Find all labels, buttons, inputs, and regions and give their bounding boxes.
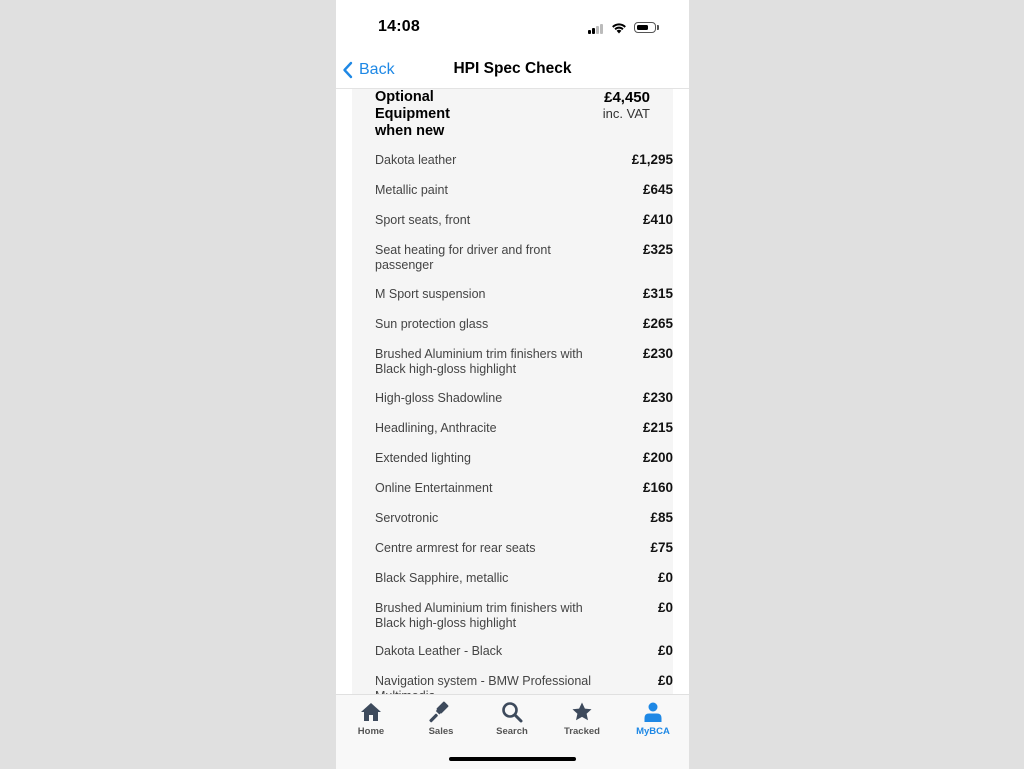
tab-sales[interactable] [406,701,476,737]
status-time: 14:08 [378,18,420,35]
equipment-item-name: Brushed Aluminium trim finishers with Black high-gloss highlight [375,347,583,376]
optional-equipment-panel[interactable] [352,89,673,694]
equipment-item-price: £315 [642,286,673,301]
equipment-item-name: Servotronic [375,511,439,525]
tab-search-label: Search [496,726,528,737]
equipment-item-name: M Sport suspension [375,287,486,301]
equipment-item-name: Brushed Aluminium trim finishers with Black high-gloss highlight [375,601,583,630]
equipment-item-price: £0 [657,643,673,658]
equipment-item [352,391,673,406]
wifi-icon [611,21,627,34]
battery-cap [657,25,659,30]
tab-search[interactable] [477,701,547,737]
battery-icon [634,22,656,33]
equipment-item-name: Sun protection glass [375,317,489,331]
optional-equipment-header [352,89,673,149]
equipment-item-price: £265 [642,316,673,331]
navigation-bar [336,52,689,89]
equipment-item-name: Centre armrest for rear seats [375,541,536,555]
page-title: HPI Spec Check [453,60,572,77]
home-icon [360,701,382,723]
equipment-item-name: Seat heating for driver and front passenger [375,243,551,272]
equipment-item [352,421,673,436]
tab-home-label: Home [357,726,385,737]
equipment-item [352,287,673,302]
equipment-item-name: Sport seats, front [375,213,471,227]
optional-equipment-total: £4,450 [604,89,650,106]
equipment-item-name: Navigation system - BMW Professional [375,674,592,688]
equipment-item [352,511,673,526]
status-bar [336,0,689,52]
equipment-item-price: £410 [642,212,673,227]
equipment-item-name: Online Entertainment [375,481,493,495]
equipment-item-price: £230 [642,390,673,405]
tab-home[interactable] [336,701,406,737]
vat-note: inc. VAT [602,106,650,121]
equipment-item [352,317,673,332]
equipment-item [352,481,673,496]
equipment-item [352,571,673,586]
equipment-item [352,451,673,466]
equipment-item-price: £215 [642,420,673,435]
equipment-item-name: Dakota leather [375,153,457,167]
equipment-item-name: Extended lighting [375,451,471,465]
equipment-item-price: £0 [657,673,673,688]
equipment-item-price: £0 [657,570,673,585]
back-label: Back [359,61,395,78]
cellular-signal-icon [588,22,608,34]
tab-sales-label: Sales [428,726,454,737]
equipment-item-name: Black Sapphire, metallic [375,571,509,585]
equipment-item [352,347,673,376]
gavel-icon [430,701,452,723]
tab-tracked-label: Tracked [564,726,600,737]
equipment-item-price: £645 [642,182,673,197]
optional-equipment-title: Optional Equipment when new [375,89,450,139]
equipment-item [352,541,673,556]
equipment-item [352,153,673,168]
search-icon [501,701,523,723]
person-icon [642,701,664,723]
tab-mybca[interactable] [618,701,688,737]
equipment-item-name: Headlining, Anthracite [375,421,497,435]
equipment-item-price: £325 [642,242,673,257]
equipment-item [352,644,673,659]
equipment-item-name: Dakota Leather - Black [375,644,503,658]
equipment-item [352,601,673,630]
star-icon [571,701,593,723]
equipment-item-price: £85 [650,510,673,525]
tab-tracked[interactable] [547,701,617,737]
equipment-item-name: Metallic paint [375,183,448,197]
equipment-item-price: £230 [642,346,673,361]
phone-screen [336,0,689,768]
equipment-item [352,243,673,272]
equipment-item-price: £160 [642,480,673,495]
equipment-item-price: £200 [642,450,673,465]
home-indicator[interactable] [449,757,576,761]
equipment-item [352,183,673,198]
equipment-item-name: High-gloss Shadowline [375,391,503,405]
equipment-item-price: £0 [657,600,673,615]
equipment-item [352,213,673,228]
equipment-item-price: £1,295 [631,152,673,167]
tab-mybca-label: MyBCA [636,726,670,737]
equipment-item-price: £75 [650,540,673,555]
